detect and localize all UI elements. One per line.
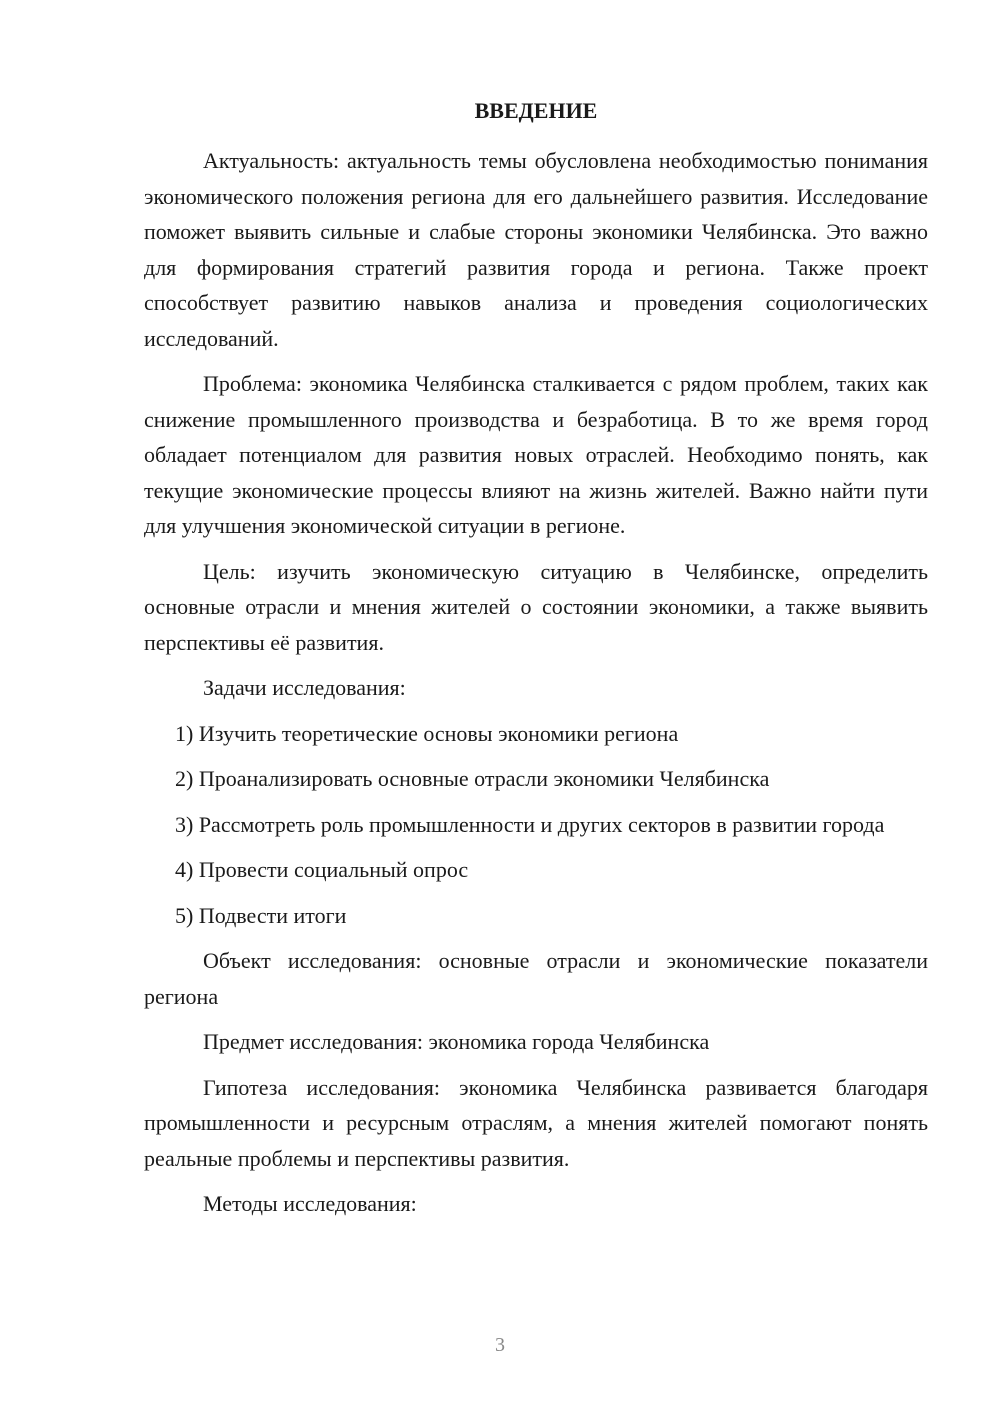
- page-number: 3: [495, 1334, 505, 1356]
- task-item: 5) Подвести итоги: [175, 902, 347, 928]
- task-item: 1) Изучить теоретические основы экономики региона: [175, 720, 679, 746]
- section-heading: ВВЕДЕНИЕ: [474, 98, 598, 123]
- goal-paragraph: Цель: изучить экономическую ситуацию в Челябинске, определить основные отрасли и мнения жителей о состоянии экономики, а также выявить перспективы её развития.: [144, 558, 928, 655]
- relevance-paragraph: Актуальность: актуальность темы обусловлена необходимостью понимания экономического положения региона для его дальнейшего развития. Исследование поможет выявить сильные и слабые стороны экономики Челябинска. Это важно для формирования стратегий развития города и региона. Также проект способствует развитию навыков анализа и проведения социологических исследований.: [144, 148, 928, 351]
- task-item: 3) Рассмотреть роль промышленности и других секторов в развитии города: [175, 811, 885, 837]
- task-item: 2) Проанализировать основные отрасли экономики Челябинска: [175, 766, 770, 791]
- hypothesis-paragraph: Гипотеза исследования: экономика Челябинска развивается благодаря промышленности и ресурсным отраслям, а мнения жителей помогают понять реальные проблемы и перспективы развития.: [144, 1074, 928, 1171]
- subject-paragraph: Предмет исследования: экономика города Челябинска: [203, 1029, 710, 1054]
- object-paragraph: Объект исследования: основные отрасли и экономические показатели региона: [144, 948, 928, 1009]
- section-body: [144, 143, 928, 1232]
- task-item: 4) Провести социальный опрос: [175, 857, 469, 882]
- tasks-heading: Задачи исследования:: [203, 675, 406, 700]
- methods-paragraph: Методы исследования:: [203, 1191, 417, 1216]
- problem-paragraph: Проблема: экономика Челябинска сталкивается с рядом проблем, таких как снижение промышленного производства и безработица. В то же время город обладает потенциалом для развития новых отраслей. Необходимо понять, как текущие экономические процессы влияют на жизнь жителей. Важно найти пути для улучшения экономической ситуации в регионе.: [144, 371, 928, 538]
